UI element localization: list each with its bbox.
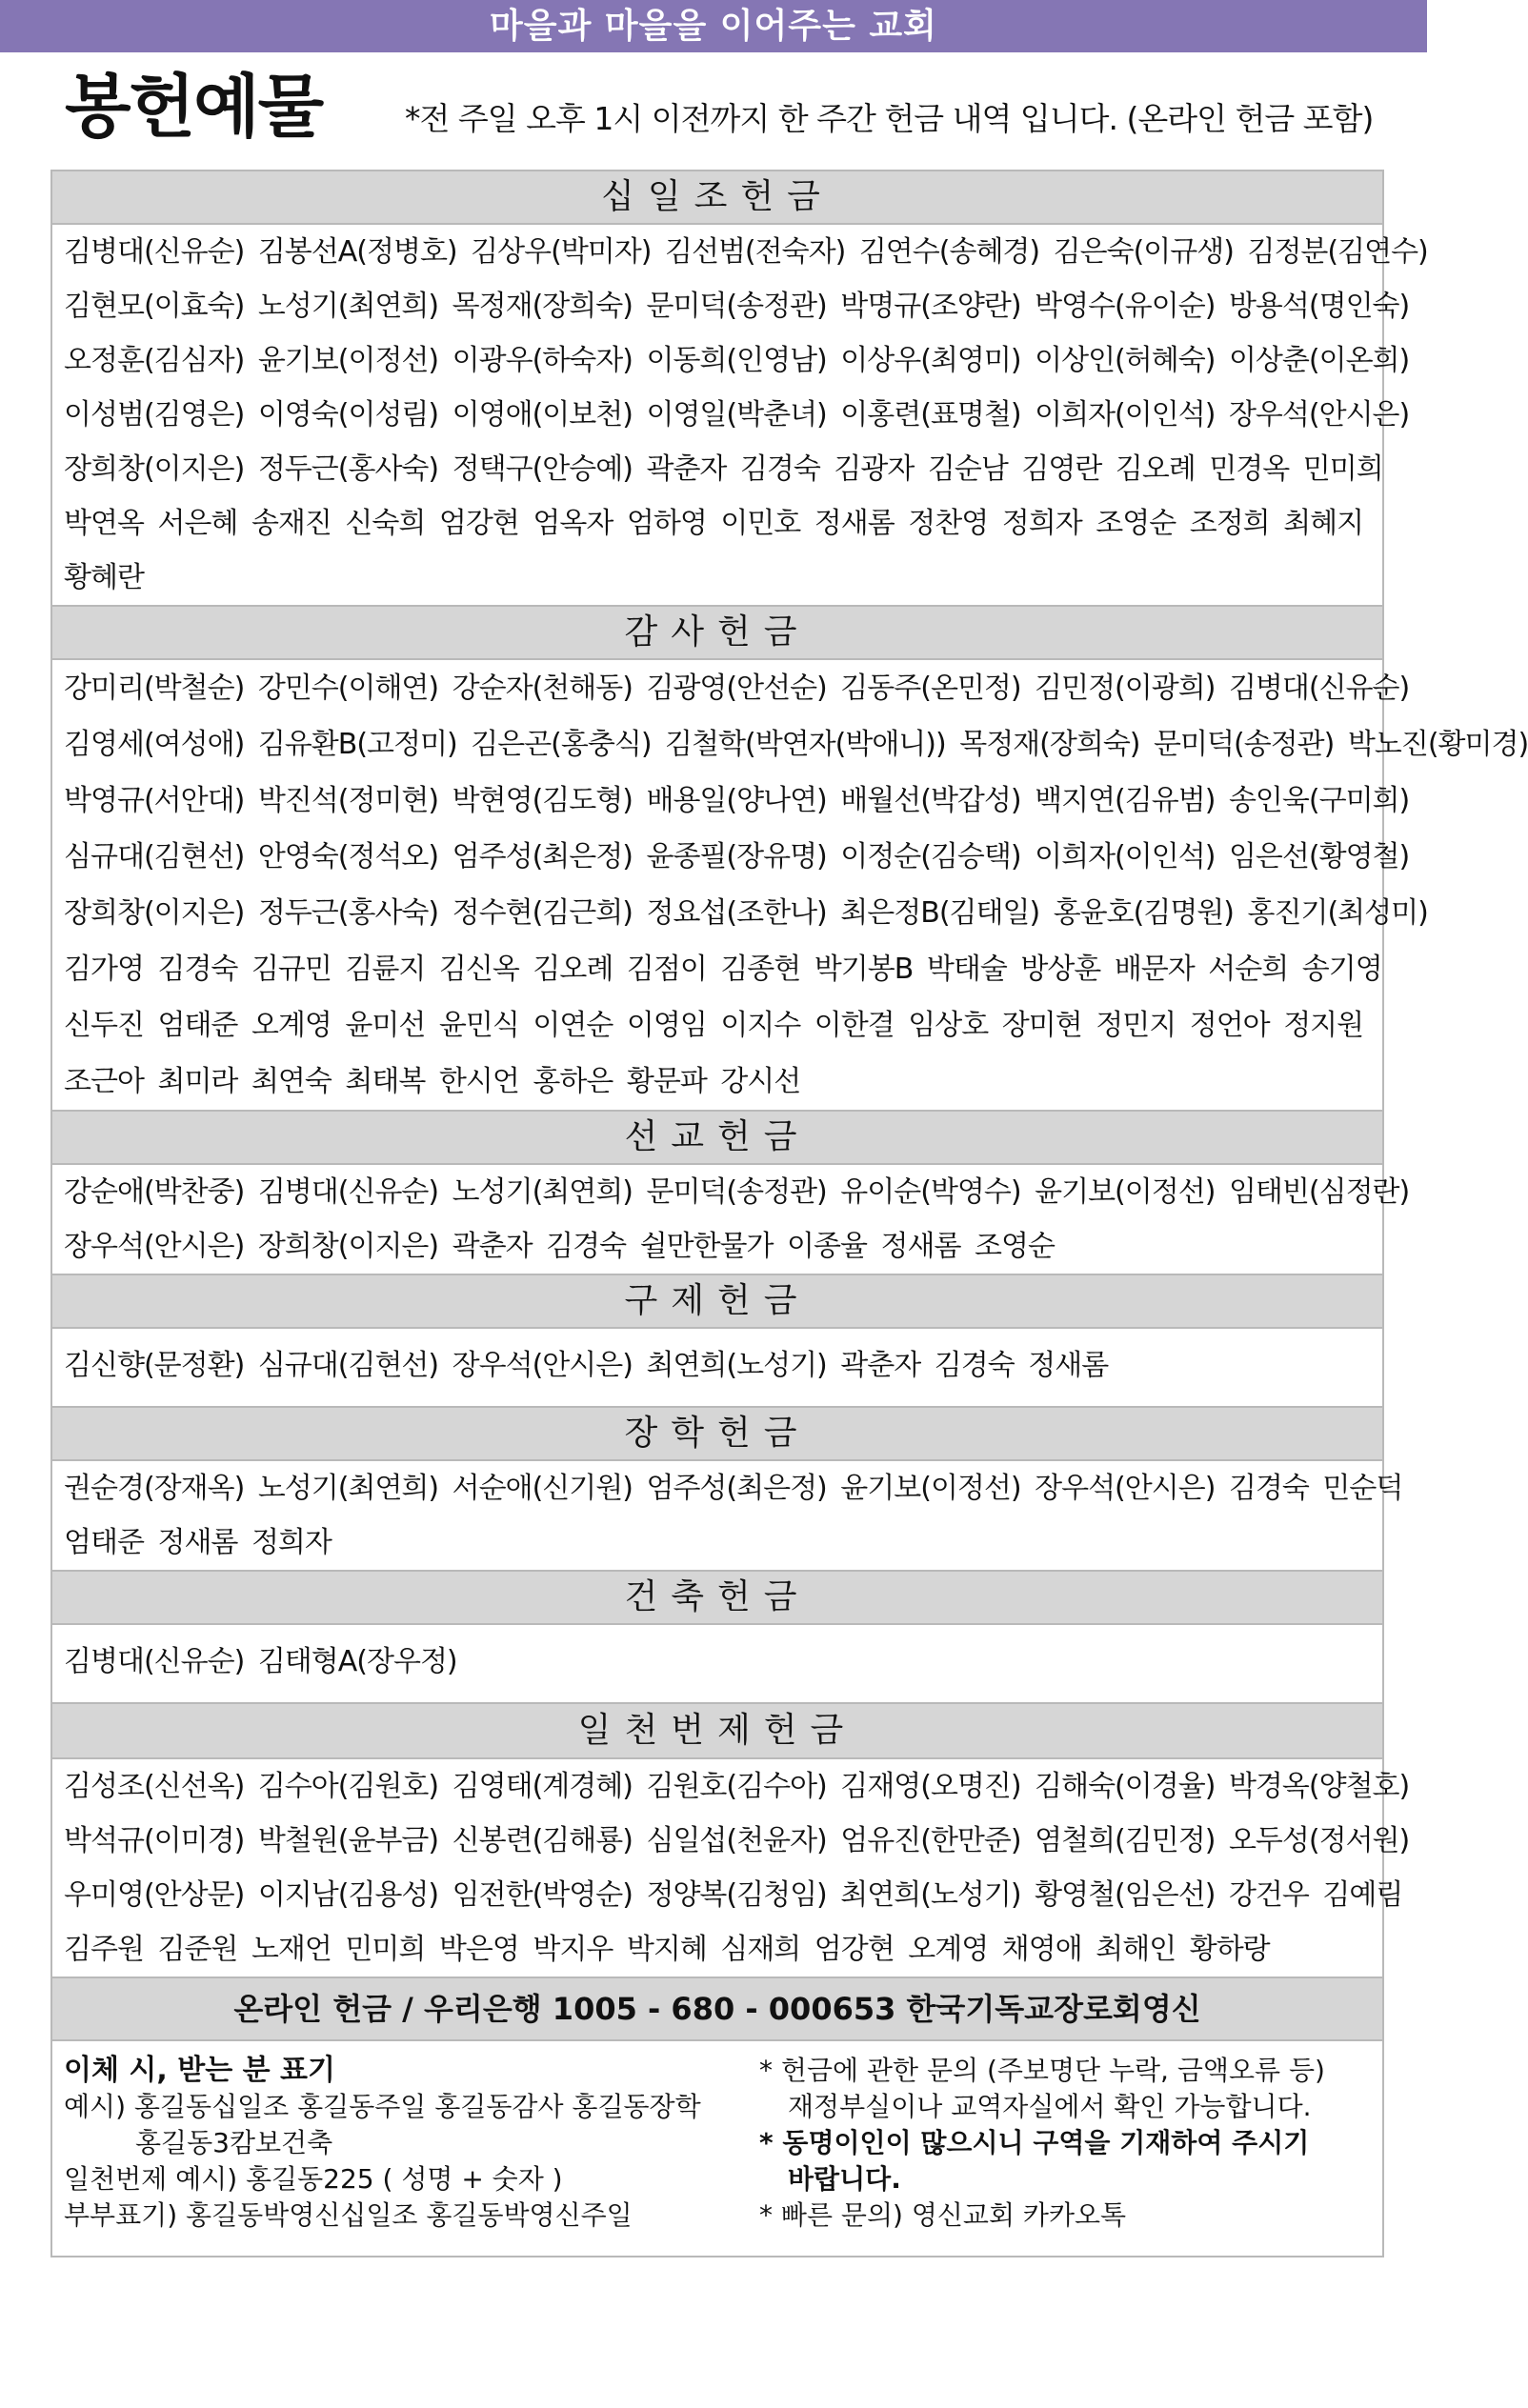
thanks-list <box>52 660 1528 1112</box>
offering-table <box>50 170 1528 2258</box>
mission-heading: 선교헌금 <box>52 1112 1382 1165</box>
couple-example: 부부표기) 홍길동박영신십일조 홍길동박영신주일 <box>64 2199 633 2231</box>
list-line: 김가영 김경숙 김규민 김륜지 김신옥 김오례 김점이 김종현 박기봉B 박태술 방상훈 배문자 서순희 송기영 <box>64 953 1382 986</box>
notation-example: 예시) 홍길동십일조 홍길동주일 홍길동감사 홍길동장학 <box>64 2091 701 2122</box>
list-line: 강순애(박찬중) 김병대(신유순) 노성기(최연희) 문미덕(송정관) 유이순(박영수) 윤기보(이정선) 임태빈(심정란) <box>64 1175 1410 1209</box>
kakaotalk-note: * 빠른 문의) 영신교회 카카오톡 <box>759 2199 1127 2231</box>
list-line: 엄태준 정새롬 정희자 <box>64 1526 332 1559</box>
list-line: 신두진 엄태준 오계영 윤미선 윤민식 이연순 이영임 이지수 이한결 임상호 장미현 정민지 정언아 정지원 <box>64 1009 1364 1042</box>
online-offering-account: 온라인 헌금 / 우리은행 1005 - 680 - 000653 한국기독교장로회영신 <box>52 1978 1382 2041</box>
relief-list <box>52 1329 1382 1408</box>
list-line: 장우석(안시은) 장희창(이지은) 곽춘자 김경숙 쉴만한물가 이종율 정새롬 조영순 <box>64 1230 1055 1263</box>
page-subtitle: *전 주일 오후 1시 이전까지 한 주간 헌금 내역 입니다. (온라인 헌금 포함) <box>405 100 1374 137</box>
mission-list <box>52 1165 1410 1275</box>
list-line: 김신향(문정환) 심규대(김현선) 장우석(안시은) 최연희(노성기) 곽춘자 김경숙 정새롬 <box>64 1349 1109 1382</box>
thousandth-example: 일천번제 예시) 홍길동225 ( 성명 + 숫자 ) <box>64 2163 563 2195</box>
thousandth-list <box>52 1759 1410 1978</box>
transfer-notes <box>52 2041 1382 2256</box>
namesake-note-cont: 바랍니다. <box>788 2163 901 2195</box>
list-line: 김현모(이효숙) 노성기(최연희) 목정재(장희숙) 문미덕(송정관) 박명규(조양란) 박영수(유이순) 방용석(명인숙) <box>64 290 1410 323</box>
list-line: 김성조(신선옥) 김수아(김원호) 김영태(계경혜) 김원호(김수아) 김재영(오명진) 김해숙(이경율) 박경옥(양철호) <box>64 1770 1410 1803</box>
transfer-notation-guide <box>64 2053 769 2234</box>
thanks-heading: 감사헌금 <box>52 607 1382 660</box>
scholarship-heading: 장학헌금 <box>52 1408 1382 1461</box>
building-list <box>52 1625 1382 1704</box>
list-line: 이성범(김영은) 이영숙(이성림) 이영애(이보천) 이영일(박춘녀) 이홍련(표명철) 이희자(이인석) 장우석(안시은) <box>64 398 1410 431</box>
page-title: 봉헌예물 <box>65 67 323 147</box>
list-line: 장희창(이지은) 정두근(홍사숙) 정수현(김근희) 정요섭(조한나) 최은정B(김태일) 홍윤호(김명원) 홍진기(최성미) <box>64 896 1428 930</box>
list-line: 조근아 최미라 최연숙 최태복 한시언 홍하은 황문파 강시선 <box>64 1065 801 1098</box>
list-line: 김병대(신유순) 김태형A(장우정) <box>64 1645 457 1678</box>
inquiry-note: * 헌금에 관한 문의 (주보명단 누락, 금액오류 등) <box>759 2055 1325 2086</box>
list-line: 김병대(신유순) 김봉선A(정병호) 김상우(박미자) 김선범(전숙자) 김연수(송혜경) 김은숙(이규생) 김정분(김연수) <box>64 235 1428 269</box>
inquiry-notes <box>759 2053 1369 2234</box>
thousandth-heading: 일천번제헌금 <box>52 1704 1382 1759</box>
tithe-list <box>52 225 1428 607</box>
list-line: 권순경(장재옥) 노성기(최연희) 서순애(신기원) 엄주성(최은정) 윤기보(이정선) 장우석(안시은) 김경숙 민순덕 <box>64 1472 1403 1505</box>
list-line: 장희창(이지은) 정두근(홍사숙) 정택구(안승예) 곽춘자 김경숙 김광자 김순남 김영란 김오례 민경옥 민미희 <box>64 452 1383 486</box>
list-line: 박영규(서안대) 박진석(정미현) 박현영(김도형) 배용일(양나연) 배월선(박갑성) 백지연(김유범) 송인욱(구미희) <box>64 784 1410 817</box>
inquiry-note-cont: 재정부실이나 교역자실에서 확인 가능합니다. <box>788 2091 1312 2122</box>
notation-example-cont: 홍길동3캄보건축 <box>135 2127 333 2158</box>
list-line: 심규대(김현선) 안영숙(정석오) 엄주성(최은정) 윤종필(장유명) 이정순(김승택) 이희자(이인석) 임은선(황영철) <box>64 840 1410 873</box>
list-line: 김영세(여성애) 김유환B(고정미) 김은곤(홍충식) 김철학(박연자(박애니)) 목정재(장희숙) 문미덕(송정관) 박노진(황미경) <box>64 728 1528 761</box>
church-banner: 마을과 마을을 이어주는 교회 <box>0 0 1427 52</box>
notation-heading: 이체 시, 받는 분 표기 <box>64 2054 336 2087</box>
list-line: 황혜란 <box>64 561 144 594</box>
list-line: 강미리(박철순) 강민수(이해연) 강순자(천해동) 김광영(안선순) 김동주(온민정) 김민정(이광희) 김병대(신유순) <box>64 672 1410 705</box>
namesake-note: * 동명이인이 많으시니 구역을 기재하여 주시기 <box>759 2127 1310 2158</box>
list-line: 박석규(이미경) 박철원(윤부금) 신봉련(김해룡) 심일섭(천윤자) 엄유진(한만준) 염철희(김민정) 오두성(정서원) <box>64 1824 1410 1857</box>
list-line: 김주원 김준원 노재언 민미희 박은영 박지우 박지혜 심재희 엄강현 오계영 채영애 최해인 황하랑 <box>64 1933 1270 1966</box>
list-line: 우미영(안상문) 이지남(김용성) 임전한(박영순) 정양복(김청임) 최연희(노성기) 황영철(임은선) 강건우 김예림 <box>64 1878 1403 1912</box>
relief-heading: 구제헌금 <box>52 1275 1382 1329</box>
building-heading: 건축헌금 <box>52 1572 1382 1625</box>
list-line: 오정훈(김심자) 윤기보(이정선) 이광우(하숙자) 이동희(인영남) 이상우(최영미) 이상인(허혜숙) 이상춘(이온희) <box>64 344 1410 377</box>
tithe-heading: 십일조헌금 <box>52 171 1382 225</box>
scholarship-list <box>52 1461 1403 1572</box>
list-line: 박연옥 서은혜 송재진 신숙희 엄강현 엄옥자 엄하영 이민호 정새롬 정찬영 정희자 조영순 조정희 최혜지 <box>64 507 1364 540</box>
